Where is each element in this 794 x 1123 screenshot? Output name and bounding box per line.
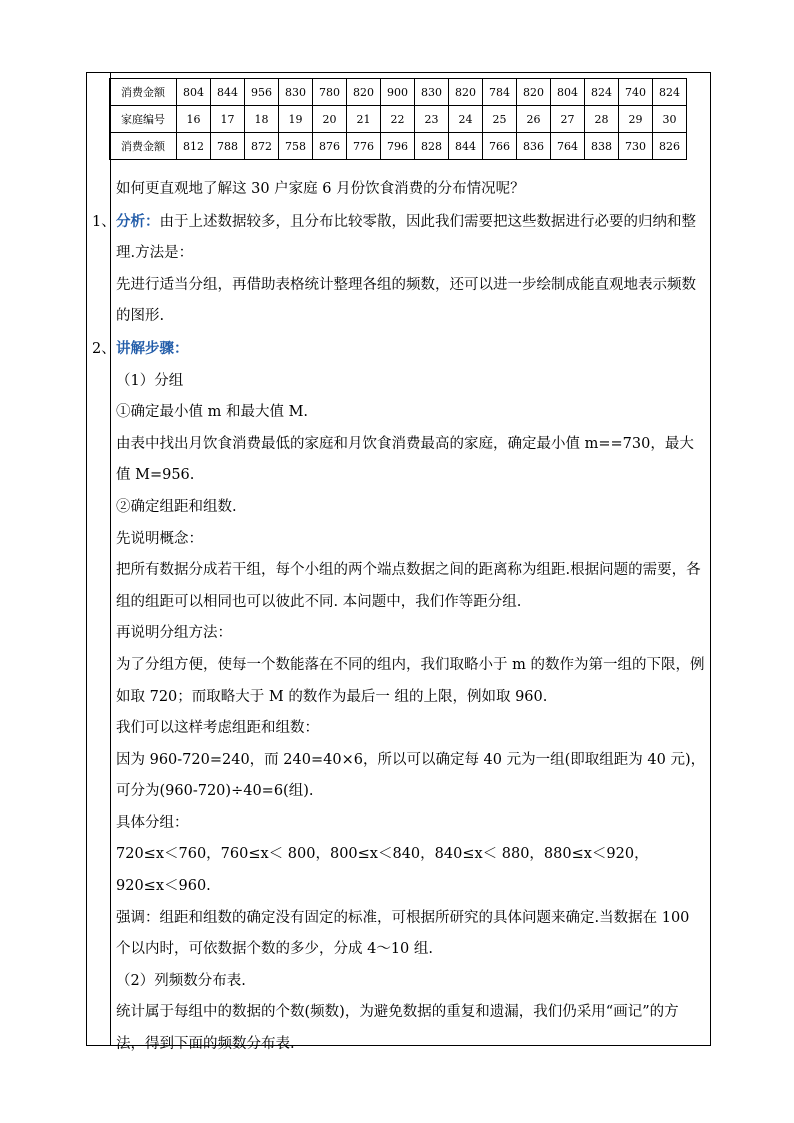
consider-text: 我们可以这样考虑组距和组数： (116, 720, 319, 737)
table-cell: 27 (551, 106, 585, 133)
table-cell: 23 (415, 106, 449, 133)
groups-line-1: 720≤x＜760，760≤x＜ 800，800≤x＜840，840≤x＜ 880，880≤x＜920， (116, 846, 649, 863)
table-cell: 900 (381, 79, 415, 106)
table-row (110, 133, 687, 160)
table-cell: 758 (279, 133, 313, 160)
analysis-section (92, 206, 706, 270)
table-cell: 844 (449, 133, 483, 160)
table-cell: 766 (483, 133, 517, 160)
section-1-number: 1、 (92, 213, 116, 230)
emphasis-text: 强调：组距和组数的确定没有固定的标准，可根据所研究的具体问题来确定.当数据在 100 个以内时，可依数据个数的多少，分成 4～10 组. (116, 909, 690, 958)
table-cell: 826 (653, 133, 687, 160)
table-cell: 30 (653, 106, 687, 133)
table-cell: 784 (483, 79, 517, 106)
table-cell: 730 (619, 133, 653, 160)
table-cell: 24 (449, 106, 483, 133)
table-cell: 19 (279, 106, 313, 133)
table-cell: 20 (313, 106, 347, 133)
table-cell: 956 (245, 79, 279, 106)
table-cell: 740 (619, 79, 653, 106)
row-label: 消费金额 (110, 79, 177, 106)
table-cell: 26 (517, 106, 551, 133)
table-cell: 824 (585, 79, 619, 106)
table-cell: 836 (517, 133, 551, 160)
table-cell: 788 (211, 133, 245, 160)
table-cell: 844 (211, 79, 245, 106)
calc-text: 因为 960-720=240，而 240=40×6，所以可以确定每 40 元为一组(即取组距为 40 元)，可分为(960-720)÷40=6(组). (116, 751, 706, 800)
table-cell: 872 (245, 133, 279, 160)
method-text: 先进行适当分组，再借助表格统计整理各组的频数，还可以进一步绘制成能直观地表示频数的图形. (116, 276, 696, 325)
table-cell: 830 (279, 79, 313, 106)
table-cell: 28 (585, 106, 619, 133)
table-cell: 804 (177, 79, 211, 106)
table-cell: 820 (449, 79, 483, 106)
table-cell: 796 (381, 133, 415, 160)
concept-text: 把所有数据分成若干组，每个小组的两个端点数据之间的距离称为组距.根据问题的需要，各组的组距可以相同也可以彼此不同. 本问题中，我们作等距分组. (116, 562, 701, 610)
table-cell: 16 (177, 106, 211, 133)
table-cell: 22 (381, 106, 415, 133)
analysis-label: 分析： (116, 212, 160, 230)
step2-text: 统计属于每组中的数据的个数(频数)，为避免数据的重复和遗漏，我们仍采用“画记”的方法，得到下面的频数分布表. (116, 1004, 679, 1053)
table-cell: 25 (483, 106, 517, 133)
row-label: 家庭编号 (110, 106, 177, 133)
table-cell: 876 (313, 133, 347, 160)
row-label: 消费金额 (110, 133, 177, 160)
groups-line-2: 920≤x＜960. (116, 878, 211, 895)
consumption-table (109, 78, 687, 160)
table-cell: 764 (551, 133, 585, 160)
table-cell: 780 (313, 79, 347, 106)
step1a-text: 由表中找出月饮食消费最低的家庭和月饮食消费最高的家庭，确定最小值 m==730，最大值 M=956. (116, 435, 694, 484)
step1-title: （1）分组 (116, 372, 184, 389)
lesson-content (92, 174, 706, 1061)
step1b-title: ②确定组距和组数. (116, 498, 237, 515)
table-row (110, 106, 687, 133)
table-cell: 824 (653, 79, 687, 106)
concept-intro: 先说明概念： (116, 530, 203, 547)
table-row (110, 79, 687, 106)
table-cell: 812 (177, 133, 211, 160)
table-cell: 29 (619, 106, 653, 133)
table-cell: 17 (211, 106, 245, 133)
step2-title: （2）列频数分布表. (116, 972, 246, 989)
method-detail: 为了分组方便，使每一个数能落在不同的组内，我们取略小于 m 的数作为第一组的下限，例如取 720；而取略大于 M 的数作为最后一 组的上限，例如取 960. (116, 656, 705, 705)
table-cell: 804 (551, 79, 585, 106)
section-2-number: 2、 (92, 340, 116, 357)
table-cell: 828 (415, 133, 449, 160)
table-cell: 838 (585, 133, 619, 160)
table-cell: 776 (347, 133, 381, 160)
steps-section (92, 333, 706, 366)
groups-intro: 具体分组： (116, 814, 189, 831)
table-cell: 820 (347, 79, 381, 106)
table-cell: 21 (347, 106, 381, 133)
table-cell: 820 (517, 79, 551, 106)
table-cell: 18 (245, 106, 279, 133)
step1a-title: ①确定最小值 m 和最大值 M. (116, 404, 309, 421)
analysis-text: 由于上述数据较多，且分布比较零散，因此我们需要把这些数据进行必要的归纳和整理.方法是： (116, 213, 696, 262)
question-text: 如何更直观地了解这 30 户家庭 6 月份饮食消费的分布情况呢？ (116, 181, 525, 197)
steps-label: 讲解步骤： (116, 339, 189, 357)
table-cell: 830 (415, 79, 449, 106)
method-intro: 再说明分组方法： (116, 625, 232, 642)
